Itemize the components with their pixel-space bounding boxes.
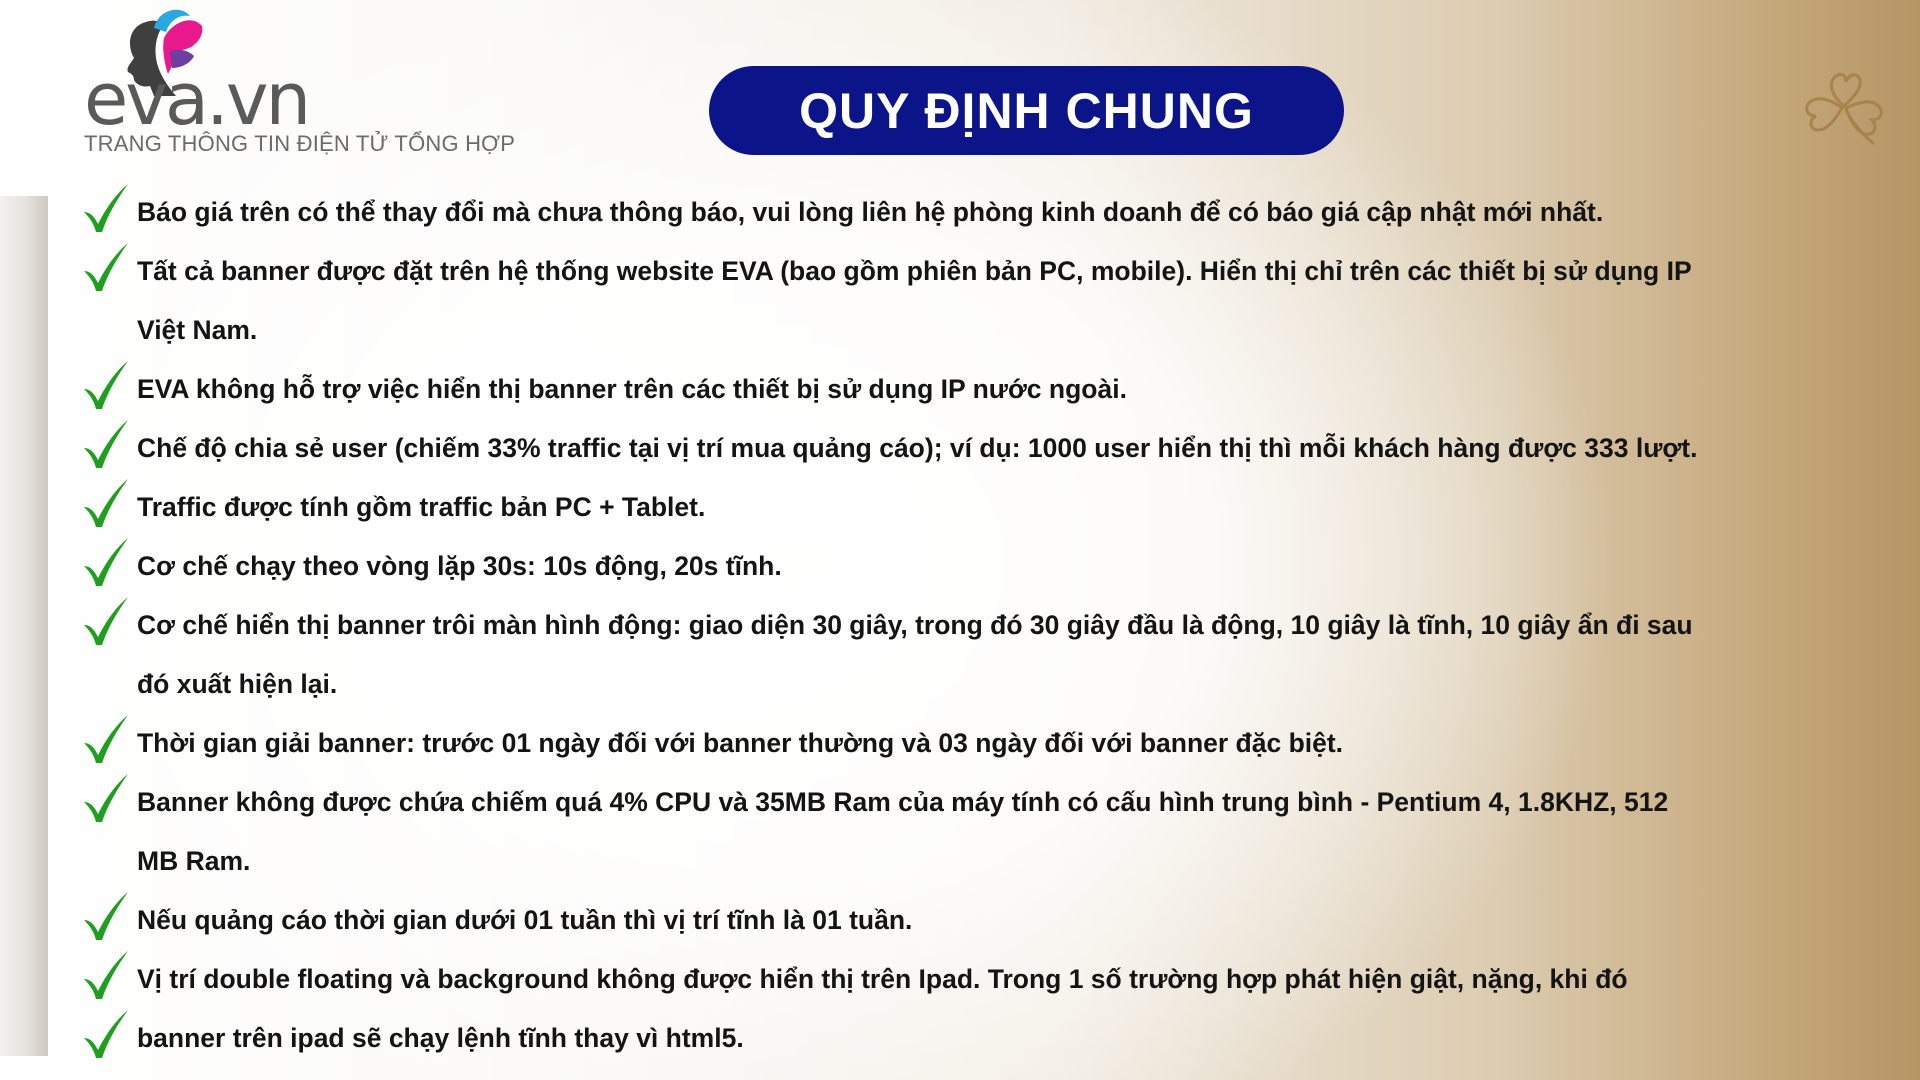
check-icon: [82, 949, 132, 1001]
check-icon: [82, 241, 132, 293]
rule-text: Báo giá trên có thể thay đổi mà chưa thông báo, vui lòng liên hệ phòng kinh doanh để có báo giá cập nhật mới nhất.: [137, 197, 1604, 227]
rule-text: EVA không hỗ trợ việc hiển thị banner trên các thiết bị sử dụng IP nước ngoài.: [137, 374, 1127, 404]
rule-text: Thời gian giải banner: trước 01 ngày đối với banner thường và 03 ngày đối với banner đặc biệt.: [137, 728, 1344, 758]
logo-wordmark: eva.vn: [84, 57, 309, 141]
rule-text: Traffic được tính gồm traffic bản PC + Tablet.: [137, 492, 706, 522]
check-icon: [82, 772, 132, 824]
check-icon: [82, 595, 132, 647]
rule-text: MB Ram.: [137, 846, 251, 876]
check-icon: [82, 713, 132, 765]
check-icon: [82, 359, 132, 411]
rule-text: đó xuất hiện lại.: [137, 669, 338, 699]
rule-text: Cơ chế chạy theo vòng lặp 30s: 10s động, 20s tĩnh.: [137, 551, 782, 581]
logo-tagline: TRANG THÔNG TIN ĐIỆN TỬ TỔNG HỢP: [84, 131, 516, 156]
check-icon: [82, 418, 132, 470]
rule-text: Tất cả banner được đặt trên hệ thống website EVA (bao gồm phiên bản PC, mobile). Hiển thị chỉ trên các thiết bị sử dụng IP: [137, 256, 1692, 286]
check-icon: [82, 182, 132, 234]
rule-text: Vị trí double floating và background không được hiển thị trên Ipad. Trong 1 số trường hợp phát hiện giật, nặng, khi đó: [137, 964, 1628, 994]
check-icon: [82, 1008, 132, 1060]
rule-text: Banner không được chứa chiếm quá 4% CPU và 35MB Ram của máy tính có cấu hình trung bình - Pentium 4, 1.8KHZ, 512: [137, 787, 1669, 817]
check-icon: [82, 477, 132, 529]
rule-text: Cơ chế hiển thị banner trôi màn hình động: giao diện 30 giây, trong đó 30 giây đầu là động, 10 giây là tĩnh, 10 giây ẩn đi sau: [137, 610, 1693, 640]
page-title: QUY ĐỊNH CHUNG: [799, 82, 1254, 139]
rule-text: Việt Nam.: [137, 315, 258, 345]
rule-text: Chế độ chia sẻ user (chiếm 33% traffic tại vị trí mua quảng cáo); ví dụ: 1000 user hiển thị thì mỗi khách hàng được 333 lượt.: [137, 433, 1698, 463]
rule-text: Nếu quảng cáo thời gian dưới 01 tuần thì vị trí tĩnh là 01 tuần.: [137, 905, 913, 935]
check-icon: [82, 536, 132, 588]
rule-text: banner trên ipad sẽ chạy lệnh tĩnh thay vì html5.: [137, 1023, 744, 1053]
check-icon: [82, 890, 132, 942]
